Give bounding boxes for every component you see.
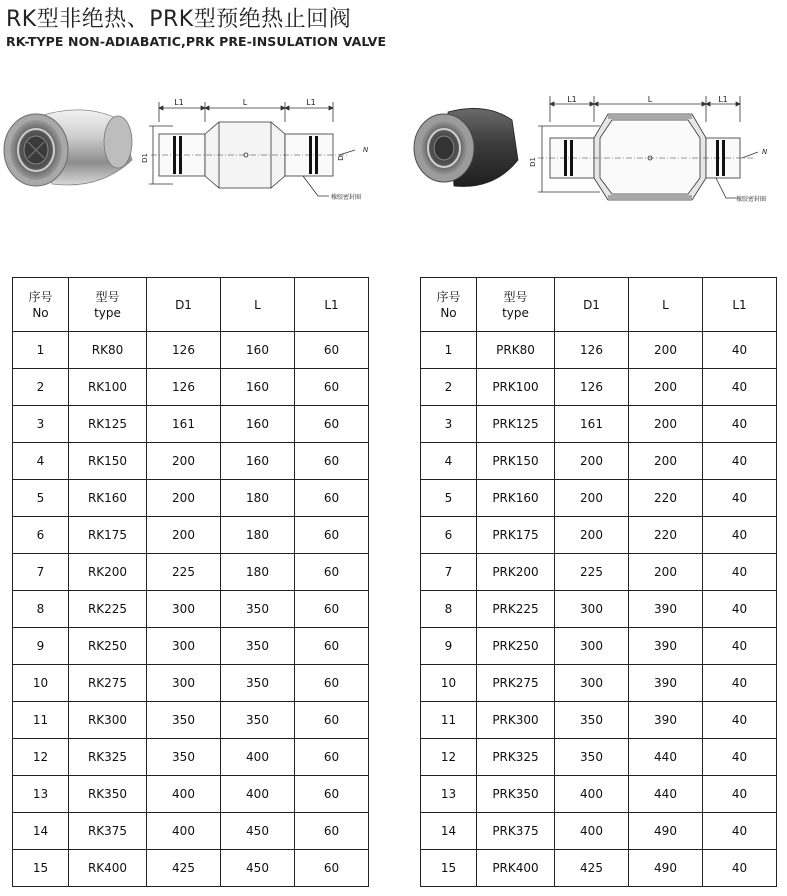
- rk-cell-l: 350: [221, 591, 295, 628]
- header-type-cn: 型号: [503, 289, 528, 304]
- prk-table-row: [421, 850, 777, 887]
- prk-cell-l: 200: [629, 332, 703, 369]
- rk-cell-l1: 60: [295, 369, 369, 406]
- prk-cell-d1: 350: [555, 739, 629, 776]
- prk-cell-l: 440: [629, 739, 703, 776]
- header-no: [13, 278, 69, 332]
- rk-cell-l: 160: [221, 443, 295, 480]
- prk-cell-l1: 40: [703, 591, 777, 628]
- rk-cell-l1: 60: [295, 517, 369, 554]
- rk-table-row: [13, 813, 369, 850]
- rk-table-row: [13, 554, 369, 591]
- rk-cell-no: 11: [13, 702, 69, 739]
- rk-cell-d1: 200: [147, 443, 221, 480]
- prk-table-row: [421, 739, 777, 776]
- rk-cell-l1: 60: [295, 628, 369, 665]
- rk-cell-type: RK400: [69, 850, 147, 887]
- rk-cell-no: 14: [13, 813, 69, 850]
- prk-cell-type: PRK150: [477, 443, 555, 480]
- prk-table-row: [421, 369, 777, 406]
- header-type-en: type: [502, 305, 529, 320]
- prk-cell-l1: 40: [703, 739, 777, 776]
- prk-cell-type: PRK300: [477, 702, 555, 739]
- rk-cell-l: 350: [221, 702, 295, 739]
- rk-cell-l1: 60: [295, 739, 369, 776]
- prk-cell-d1: 126: [555, 332, 629, 369]
- rk-cell-l1: 60: [295, 813, 369, 850]
- rk-table-row: [13, 739, 369, 776]
- rk-cell-d1: 161: [147, 406, 221, 443]
- header-d1: D1: [147, 278, 221, 332]
- page-title-en: RK-TYPE NON-ADIABATIC,PRK PRE-INSULATION VALVE: [6, 34, 387, 49]
- rk-cell-l: 180: [221, 480, 295, 517]
- prk-cell-d1: 200: [555, 443, 629, 480]
- prk-cell-type: PRK325: [477, 739, 555, 776]
- prk-cell-d1: 400: [555, 776, 629, 813]
- prk-cell-no: 12: [421, 739, 477, 776]
- rk-cell-type: RK300: [69, 702, 147, 739]
- rk-cell-type: RK200: [69, 554, 147, 591]
- prk-cell-d1: 200: [555, 517, 629, 554]
- prk-cell-l1: 40: [703, 332, 777, 369]
- rk-cell-type: RK80: [69, 332, 147, 369]
- prk-cell-type: PRK225: [477, 591, 555, 628]
- prk-cell-l1: 40: [703, 665, 777, 702]
- prk-cell-type: PRK80: [477, 332, 555, 369]
- rk-cell-type: RK175: [69, 517, 147, 554]
- prk-cell-type: PRK375: [477, 813, 555, 850]
- prk-cell-type: PRK200: [477, 554, 555, 591]
- rk-cell-l1: 60: [295, 702, 369, 739]
- prk-cell-l: 390: [629, 628, 703, 665]
- prk-table-row: [421, 665, 777, 702]
- prk-cell-type: PRK275: [477, 665, 555, 702]
- header-type-cn: 型号: [95, 289, 120, 304]
- rk-table-row: [13, 776, 369, 813]
- rk-cell-l1: 60: [295, 554, 369, 591]
- header-d1: D1: [555, 278, 629, 332]
- prk-table-body: [421, 332, 777, 887]
- rk-cell-no: 6: [13, 517, 69, 554]
- rk-cell-type: RK250: [69, 628, 147, 665]
- rk-dim-d1: D1: [141, 153, 149, 163]
- prk-cell-l: 390: [629, 702, 703, 739]
- rk-cell-no: 7: [13, 554, 69, 591]
- prk-cell-l: 440: [629, 776, 703, 813]
- prk-cell-type: PRK350: [477, 776, 555, 813]
- rk-header-row: [13, 278, 369, 332]
- rk-cell-no: 5: [13, 480, 69, 517]
- prk-cell-type: PRK175: [477, 517, 555, 554]
- prk-cell-d1: 300: [555, 665, 629, 702]
- rk-cell-d1: 225: [147, 554, 221, 591]
- rk-cell-no: 4: [13, 443, 69, 480]
- rk-cell-l1: 60: [295, 332, 369, 369]
- prk-cell-type: PRK100: [477, 369, 555, 406]
- rk-dim-l1-right: L1: [306, 98, 316, 107]
- rk-table-row: [13, 480, 369, 517]
- prk-cell-l: 490: [629, 850, 703, 887]
- rk-cell-l: 450: [221, 850, 295, 887]
- rk-cell-no: 13: [13, 776, 69, 813]
- rk-cell-l: 350: [221, 665, 295, 702]
- prk-cell-l1: 40: [703, 628, 777, 665]
- rk-cell-l1: 60: [295, 665, 369, 702]
- prk-cell-no: 4: [421, 443, 477, 480]
- prk-cell-l1: 40: [703, 443, 777, 480]
- prk-cell-l1: 40: [703, 406, 777, 443]
- header-l: L: [221, 278, 295, 332]
- prk-table-row: [421, 628, 777, 665]
- page-title-cn: RK型非绝热、PRK型预绝热止回阀: [6, 7, 352, 32]
- prk-cell-l1: 40: [703, 813, 777, 850]
- prk-table-row: [421, 702, 777, 739]
- prk-cell-no: 5: [421, 480, 477, 517]
- rk-cell-type: RK160: [69, 480, 147, 517]
- prk-cell-l: 200: [629, 406, 703, 443]
- header-type: [69, 278, 147, 332]
- rk-dim-l: L: [242, 98, 248, 107]
- rk-table-row: [13, 369, 369, 406]
- prk-cell-d1: 400: [555, 813, 629, 850]
- prk-cell-l: 200: [629, 369, 703, 406]
- rk-cell-l: 160: [221, 369, 295, 406]
- rk-cell-d1: 300: [147, 665, 221, 702]
- header-l1: L1: [703, 278, 777, 332]
- prk-valve-photo: [408, 100, 528, 196]
- prk-cell-l1: 40: [703, 554, 777, 591]
- prk-cell-d1: 225: [555, 554, 629, 591]
- prk-dim-l: L: [647, 95, 653, 104]
- rk-table-row: [13, 406, 369, 443]
- prk-seal-callout: 橡胶密封圈: [736, 196, 767, 203]
- prk-cell-d1: 300: [555, 591, 629, 628]
- prk-table-row: [421, 406, 777, 443]
- rk-cell-d1: 126: [147, 369, 221, 406]
- header-no-en: No: [32, 305, 49, 320]
- rk-table-row: [13, 850, 369, 887]
- rk-cell-l: 160: [221, 406, 295, 443]
- prk-cell-no: 13: [421, 776, 477, 813]
- rk-cell-l1: 60: [295, 776, 369, 813]
- rk-cell-d1: 400: [147, 776, 221, 813]
- header-l1: L1: [295, 278, 369, 332]
- rk-cell-type: RK275: [69, 665, 147, 702]
- prk-cell-d1: 161: [555, 406, 629, 443]
- prk-dim-n: N: [762, 148, 768, 156]
- prk-dim-d1: D1: [529, 157, 537, 167]
- rk-cell-d1: 350: [147, 739, 221, 776]
- prk-cell-d1: 126: [555, 369, 629, 406]
- prk-cell-no: 10: [421, 665, 477, 702]
- prk-cell-l: 490: [629, 813, 703, 850]
- prk-dim-l1-right: L1: [718, 95, 728, 104]
- prk-cell-l: 390: [629, 591, 703, 628]
- rk-cell-l: 450: [221, 813, 295, 850]
- rk-cell-d1: 425: [147, 850, 221, 887]
- prk-table-row: [421, 776, 777, 813]
- rk-cell-d1: 300: [147, 628, 221, 665]
- prk-cell-type: PRK400: [477, 850, 555, 887]
- rk-cell-no: 2: [13, 369, 69, 406]
- prk-cell-l: 220: [629, 480, 703, 517]
- prk-cell-l1: 40: [703, 517, 777, 554]
- rk-table-row: [13, 332, 369, 369]
- prk-spec-table: [420, 277, 777, 887]
- rk-cell-no: 12: [13, 739, 69, 776]
- prk-header-row: [421, 278, 777, 332]
- prk-table-row: [421, 554, 777, 591]
- rk-table-row: [13, 443, 369, 480]
- prk-cell-type: PRK125: [477, 406, 555, 443]
- prk-cell-no: 8: [421, 591, 477, 628]
- rk-cell-d1: 126: [147, 332, 221, 369]
- rk-cell-no: 9: [13, 628, 69, 665]
- rk-table-row: [13, 591, 369, 628]
- rk-dim-l1-left: L1: [174, 98, 184, 107]
- header-no-cn: 序号: [436, 289, 461, 304]
- rk-cell-no: 15: [13, 850, 69, 887]
- rk-valve-drawing: [143, 96, 383, 206]
- prk-cell-type: PRK250: [477, 628, 555, 665]
- prk-cell-l: 390: [629, 665, 703, 702]
- prk-cell-no: 7: [421, 554, 477, 591]
- prk-cell-no: 6: [421, 517, 477, 554]
- rk-cell-l: 400: [221, 776, 295, 813]
- prk-cell-no: 11: [421, 702, 477, 739]
- rk-cell-l: 180: [221, 554, 295, 591]
- rk-cell-type: RK100: [69, 369, 147, 406]
- rk-cell-no: 1: [13, 332, 69, 369]
- header-type-en: type: [94, 305, 121, 320]
- prk-table-row: [421, 332, 777, 369]
- prk-table-row: [421, 813, 777, 850]
- prk-cell-l: 220: [629, 517, 703, 554]
- prk-table-row: [421, 480, 777, 517]
- prk-cell-no: 15: [421, 850, 477, 887]
- rk-cell-l1: 60: [295, 591, 369, 628]
- rk-table-row: [13, 665, 369, 702]
- header-no-cn: 序号: [28, 289, 53, 304]
- rk-table-row: [13, 702, 369, 739]
- rk-cell-no: 8: [13, 591, 69, 628]
- prk-cell-l1: 40: [703, 480, 777, 517]
- prk-cell-l1: 40: [703, 369, 777, 406]
- rk-cell-l: 400: [221, 739, 295, 776]
- rk-cell-l1: 60: [295, 850, 369, 887]
- prk-cell-no: 3: [421, 406, 477, 443]
- prk-table-row: [421, 443, 777, 480]
- prk-cell-l1: 40: [703, 776, 777, 813]
- rk-cell-l1: 60: [295, 480, 369, 517]
- rk-cell-type: RK125: [69, 406, 147, 443]
- prk-valve-drawing: [530, 92, 780, 210]
- rk-table-body: [13, 332, 369, 887]
- rk-cell-type: RK150: [69, 443, 147, 480]
- rk-cell-l1: 60: [295, 406, 369, 443]
- rk-cell-d1: 400: [147, 813, 221, 850]
- rk-cell-l: 180: [221, 517, 295, 554]
- rk-cell-l1: 60: [295, 443, 369, 480]
- rk-cell-type: RK375: [69, 813, 147, 850]
- rk-dim-d: D: [337, 155, 345, 161]
- prk-cell-no: 1: [421, 332, 477, 369]
- prk-cell-no: 14: [421, 813, 477, 850]
- rk-cell-type: RK225: [69, 591, 147, 628]
- prk-cell-l1: 40: [703, 702, 777, 739]
- rk-cell-d1: 200: [147, 480, 221, 517]
- prk-cell-no: 9: [421, 628, 477, 665]
- header-no: [421, 278, 477, 332]
- prk-cell-d1: 300: [555, 628, 629, 665]
- rk-valve-photo: [0, 98, 140, 198]
- prk-dim-l1-left: L1: [567, 95, 577, 104]
- prk-cell-no: 2: [421, 369, 477, 406]
- rk-seal-callout: 橡胶密封圈: [331, 194, 362, 201]
- prk-cell-l: 200: [629, 554, 703, 591]
- rk-table-row: [13, 628, 369, 665]
- rk-cell-no: 10: [13, 665, 69, 702]
- prk-table-row: [421, 517, 777, 554]
- prk-cell-type: PRK160: [477, 480, 555, 517]
- header-l: L: [629, 278, 703, 332]
- prk-cell-d1: 425: [555, 850, 629, 887]
- rk-cell-l: 160: [221, 332, 295, 369]
- rk-cell-type: RK350: [69, 776, 147, 813]
- rk-cell-no: 3: [13, 406, 69, 443]
- rk-spec-table: [12, 277, 369, 887]
- rk-cell-type: RK325: [69, 739, 147, 776]
- rk-cell-l: 350: [221, 628, 295, 665]
- header-no-en: No: [440, 305, 457, 320]
- header-type: [477, 278, 555, 332]
- rk-table-row: [13, 517, 369, 554]
- rk-cell-d1: 300: [147, 591, 221, 628]
- prk-cell-l1: 40: [703, 850, 777, 887]
- rk-cell-d1: 350: [147, 702, 221, 739]
- prk-cell-d1: 200: [555, 480, 629, 517]
- rk-cell-d1: 200: [147, 517, 221, 554]
- prk-table-row: [421, 591, 777, 628]
- prk-cell-d1: 350: [555, 702, 629, 739]
- prk-cell-l: 200: [629, 443, 703, 480]
- rk-dim-n: N: [363, 146, 369, 154]
